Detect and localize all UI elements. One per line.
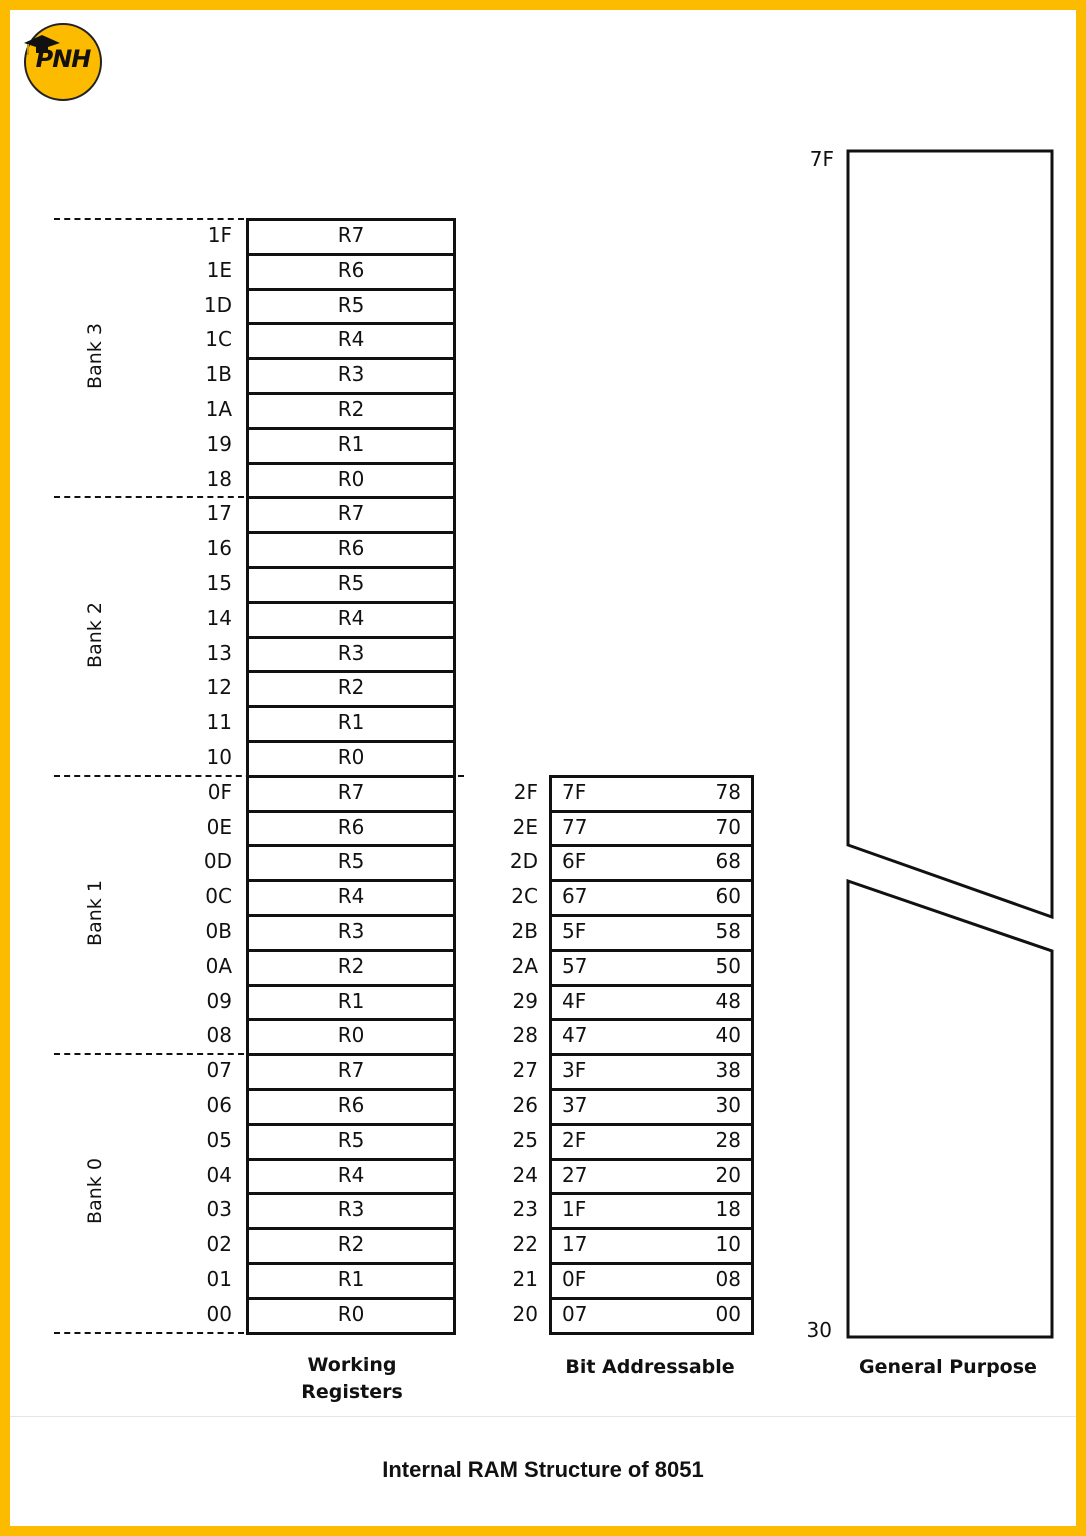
- register-cell: R6: [246, 810, 456, 848]
- bank-label: Bank 0: [84, 1158, 106, 1225]
- working-registers-label-line1: Working: [307, 1354, 397, 1376]
- bit-addressable-cell: [549, 1158, 754, 1196]
- bit-low: 78: [715, 779, 741, 804]
- bit-high: 47: [562, 1023, 588, 1048]
- general-purpose-label: General Purpose: [859, 1356, 1037, 1378]
- bit-low: 68: [715, 849, 741, 874]
- bit-byte-address: 24: [512, 1162, 538, 1187]
- register-address: 1C: [205, 327, 232, 352]
- bit-low: 00: [715, 1301, 741, 1326]
- register-address: 0E: [206, 814, 232, 839]
- bit-byte-address: 20: [512, 1301, 538, 1326]
- bit-low: 38: [715, 1058, 741, 1083]
- bit-addressable-cell: [549, 775, 754, 813]
- register-cell: R2: [246, 392, 456, 430]
- register-address: 11: [206, 710, 232, 735]
- register-address: 03: [206, 1197, 232, 1222]
- bit-low: 18: [715, 1197, 741, 1222]
- register-address: 1D: [203, 292, 232, 317]
- register-address: 0D: [203, 849, 232, 874]
- bit-byte-address: 2F: [513, 779, 538, 804]
- bit-addressable-cell: [549, 844, 754, 882]
- register-cell: R1: [246, 1262, 456, 1300]
- bit-byte-address: 2C: [511, 884, 538, 909]
- bit-byte-address: 26: [512, 1093, 538, 1117]
- bank-label: Bank 2: [84, 601, 106, 668]
- bit-high: 17: [562, 1232, 588, 1257]
- register-address: 02: [206, 1232, 232, 1257]
- bank-label: Bank 3: [84, 323, 106, 390]
- register-address: 19: [206, 431, 232, 456]
- register-cell: R2: [246, 1227, 456, 1265]
- bit-byte-address: 27: [512, 1058, 538, 1083]
- register-address: 04: [206, 1162, 232, 1187]
- register-cell: R6: [246, 531, 456, 569]
- diagram-canvas: [10, 10, 1076, 1526]
- register-cell: R3: [246, 1192, 456, 1230]
- register-cell: R5: [246, 1123, 456, 1161]
- register-address: 0A: [205, 953, 232, 978]
- bit-low: 40: [715, 1023, 741, 1048]
- bit-low: 10: [715, 1232, 741, 1257]
- register-address: 1F: [207, 223, 232, 247]
- bit-byte-address: 25: [512, 1127, 538, 1152]
- bit-high: 07: [562, 1301, 588, 1326]
- bit-addressable-cell: [549, 1262, 754, 1300]
- register-address: 01: [206, 1267, 232, 1291]
- register-cell: R1: [246, 705, 456, 743]
- register-address: 13: [206, 640, 232, 665]
- bit-low: 50: [715, 953, 741, 978]
- register-address: 1B: [205, 362, 232, 387]
- bit-low: 60: [715, 884, 741, 909]
- register-address: 14: [206, 605, 232, 630]
- bit-addressable-cell: [549, 914, 754, 952]
- register-cell: R1: [246, 427, 456, 465]
- bit-addressable-cell: [549, 810, 754, 848]
- bit-high: 0F: [562, 1267, 587, 1291]
- bit-addressable-cell: [549, 1053, 754, 1091]
- register-cell: R4: [246, 601, 456, 639]
- bit-high: 67: [562, 884, 588, 909]
- bit-byte-address: 22: [512, 1232, 538, 1257]
- pnh-logo: [24, 23, 102, 101]
- bit-addressable-cell: [549, 1297, 754, 1335]
- bit-byte-address: 2D: [509, 849, 538, 874]
- bit-addressable-cell: [549, 879, 754, 917]
- bit-byte-address: 28: [512, 1023, 538, 1048]
- bit-high: 7F: [562, 779, 587, 804]
- working-registers-label-line2: Registers: [301, 1381, 403, 1403]
- bit-byte-address: 2E: [512, 814, 538, 839]
- register-cell: R5: [246, 844, 456, 882]
- register-address: 07: [206, 1058, 232, 1083]
- register-cell: R0: [246, 1297, 456, 1335]
- bit-high: 37: [562, 1093, 588, 1117]
- bit-high: 57: [562, 953, 588, 978]
- register-address: 1E: [206, 257, 232, 282]
- bit-high: 6F: [562, 849, 587, 874]
- bank-separator: [54, 1332, 244, 1334]
- register-cell: R6: [246, 253, 456, 291]
- register-address: 15: [206, 571, 232, 595]
- bit-high: 27: [562, 1162, 588, 1187]
- register-cell: R4: [246, 1158, 456, 1196]
- bit-byte-address: 23: [512, 1197, 538, 1222]
- bit-high: 5F: [562, 919, 587, 943]
- register-cell: R4: [246, 322, 456, 360]
- register-cell: R2: [246, 949, 456, 987]
- bit-addressable-cell: [549, 984, 754, 1022]
- bit-low: 70: [715, 814, 741, 839]
- register-address: 1A: [205, 397, 232, 421]
- register-address: 10: [206, 745, 232, 769]
- bit-high: 1F: [562, 1197, 587, 1222]
- bit-high: 2F: [562, 1127, 587, 1152]
- register-address: 0B: [205, 919, 232, 943]
- bit-low: 58: [715, 919, 741, 943]
- register-cell: R6: [246, 1088, 456, 1126]
- register-address: 0C: [205, 884, 232, 909]
- working-registers-label: [262, 1352, 442, 1406]
- bit-byte-address: 2B: [511, 919, 538, 943]
- register-address: 00: [206, 1301, 232, 1326]
- bit-addressable-cell: [549, 1123, 754, 1161]
- bit-high: 3F: [562, 1058, 587, 1083]
- bit-byte-address: 29: [512, 988, 538, 1013]
- bit-high: 4F: [562, 988, 587, 1013]
- bit-addressable-cell: [549, 1018, 754, 1056]
- register-cell: R7: [246, 218, 456, 256]
- bit-addressable-cell: [549, 949, 754, 987]
- register-cell: R2: [246, 670, 456, 708]
- register-cell: R0: [246, 1018, 456, 1056]
- bit-addressable-cell: [549, 1192, 754, 1230]
- bit-low: 30: [715, 1093, 741, 1117]
- register-cell: R4: [246, 879, 456, 917]
- bit-low: 48: [715, 988, 741, 1013]
- register-address: 0F: [207, 779, 232, 804]
- caption: Internal RAM Structure of 8051: [382, 1457, 704, 1482]
- register-cell: R3: [246, 357, 456, 395]
- register-address: 16: [206, 536, 232, 561]
- bit-byte-address: 21: [512, 1267, 538, 1291]
- register-cell: R5: [246, 566, 456, 604]
- general-purpose-block: [840, 145, 1060, 1345]
- register-address: 06: [206, 1093, 232, 1117]
- bit-addressable-cell: [549, 1227, 754, 1265]
- bank-label: Bank 1: [84, 880, 106, 946]
- logo-text: PNH: [35, 45, 91, 73]
- bit-addressable-label: Bit Addressable: [565, 1356, 735, 1378]
- bit-low: 28: [715, 1127, 741, 1152]
- register-cell: R1: [246, 984, 456, 1022]
- register-address: 12: [206, 675, 232, 700]
- register-address: 05: [206, 1127, 232, 1152]
- register-address: 09: [206, 988, 232, 1013]
- register-cell: R0: [246, 740, 456, 778]
- bit-addressable-cell: [549, 1088, 754, 1126]
- register-cell: R5: [246, 288, 456, 326]
- bit-low: 20: [715, 1162, 741, 1187]
- register-cell: R7: [246, 496, 456, 534]
- register-address: 08: [206, 1023, 232, 1048]
- register-cell: R3: [246, 636, 456, 674]
- gp-bottom-address: 30: [806, 1318, 832, 1342]
- register-cell: R7: [246, 775, 456, 813]
- register-cell: R7: [246, 1053, 456, 1091]
- register-cell: R3: [246, 914, 456, 952]
- bit-high: 77: [562, 814, 588, 839]
- gp-top-address: 7F: [809, 147, 834, 171]
- register-address: 17: [206, 501, 232, 526]
- caption-divider: [10, 1416, 1076, 1417]
- bit-low: 08: [715, 1267, 741, 1291]
- register-cell: R0: [246, 462, 456, 500]
- register-address: 18: [206, 466, 232, 491]
- bit-byte-address: 2A: [511, 953, 538, 978]
